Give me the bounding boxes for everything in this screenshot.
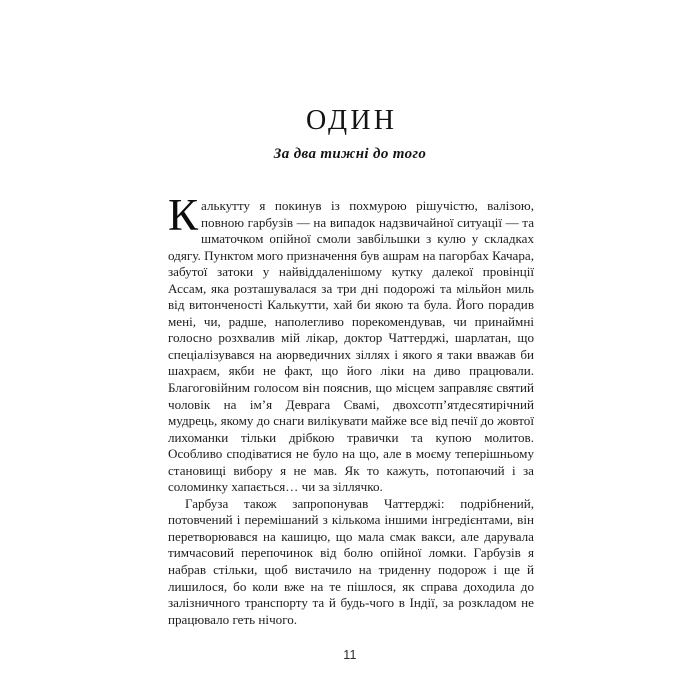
body-paragraph-2: Гарбуза також запропонував Чаттерджі: подрібнений, потовчений і перемішаний з кількома іншими інгредієнтами, він перетворювався на кашицю, що мала смак вакси, але дарувала тимчасовий перепочинок від болю опійної ломки. Гарбузів я набрав стільки, щоб вистачило на триденну подорож і ще й лишилося, бо коли вже на те пішлося, як справа доходила до залізничного транспорту та й будь-чого в Індії, за розкладом не працювало геть нічого.	[168, 495, 534, 627]
body-text-block	[168, 190, 534, 628]
chapter-title: ОДИН	[306, 104, 398, 136]
page-number: 11	[343, 648, 357, 662]
body-paragraph-1: Калькутту я покинув із похмурою рішучістю, валізою, повною гарбузів — на випадок надзвичайної ситуації — та шматочком опійної смоли завбільшки з кулю у складках одягу. Пунктом мого призначення був ашрам на пагорбах Качара, забутої затоки у найвіддаленішому кутку далекої провінції Ассам, яка розташувалася за три дні подорожі та мільйон миль від витонченості Калькутти, хай би якою та була. Його порадив мені, чи, радше, наполегливо порекомендував, чи принаймні голосно розхвалив мій лікар, доктор Чаттерджі, шарлатан, що спеціалізувався на аюрведичних зіллях і якого я таки вважав би шахраєм, якби не факт, що його ліки на диво працювали. Благоговійним голосом він пояснив, що місцем заправляє святий чоловік на ім’я Деврага Свамі, двохсотп’ятдесятирічний мудрець, якому до снаги вилікувати майже все від печії до жовтої лихоманки тільки дрібкою травички та купою молитов. Особливо сподіватися не було на що, але в моєму теперішньому становищі вибору я не мав. Як то кажуть, потопаючий і за соломинку хапається… чи за зіллячко.	[168, 190, 534, 495]
chapter-subtitle: За два тижні до того	[273, 146, 427, 162]
